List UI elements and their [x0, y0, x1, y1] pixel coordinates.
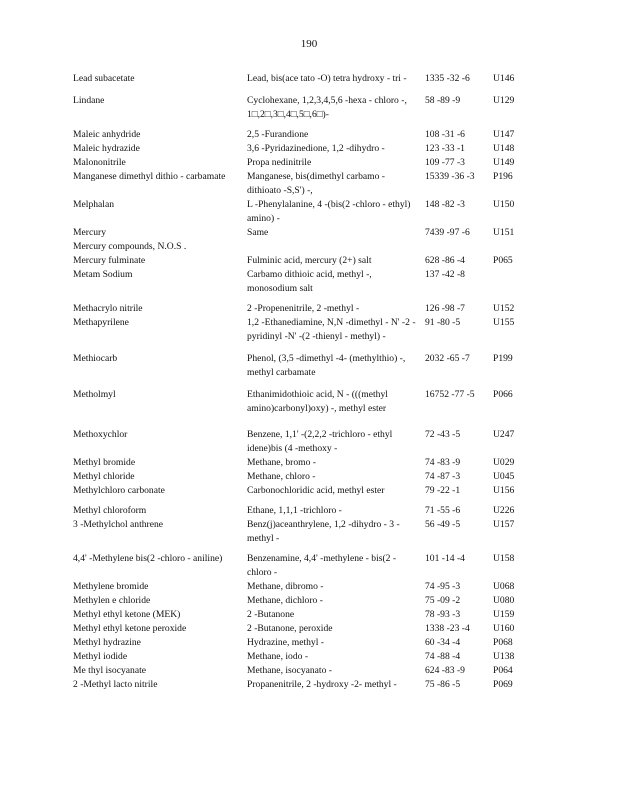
- common-name: Methacrylo nitrile: [73, 303, 143, 314]
- table-row: [73, 504, 533, 518]
- table-row: [73, 316, 533, 344]
- cas-number: 126 -98 -7: [425, 303, 465, 314]
- chemical-name: Phenol, (3,5 -dimethyl -4- (methylthio) -, methyl carbamate: [247, 353, 406, 378]
- common-name: 4,4' -Methylene bis(2 -chloro - aniline): [73, 553, 223, 564]
- table-row: [73, 94, 533, 122]
- chemical-name: 2,5 -Furandione: [247, 129, 309, 140]
- waste-code: P068: [493, 637, 513, 648]
- common-name: Lindane: [73, 95, 105, 106]
- cas-number: 137 -42 -8: [425, 269, 465, 280]
- waste-code: U157: [493, 519, 515, 530]
- common-name: Methiocarb: [73, 353, 118, 364]
- cas-number: 101 -14 -4: [425, 553, 465, 564]
- waste-code: U159: [493, 609, 515, 620]
- common-name: Methylchloro carbonate: [73, 485, 165, 496]
- chemical-name: Methane, dichloro -: [247, 595, 323, 606]
- common-name: Methylen e chloride: [73, 595, 151, 606]
- waste-code: U155: [493, 317, 515, 328]
- waste-code: U045: [493, 471, 515, 482]
- waste-code: U158: [493, 553, 515, 564]
- chemical-name: Lead, bis(ace tato -O) tetra hydroxy - tri -: [247, 73, 407, 84]
- cas-number: [425, 240, 493, 254]
- waste-code: P069: [493, 679, 513, 690]
- cas-number: 56 -49 -5: [425, 519, 461, 530]
- common-name: Manganese dimethyl dithio - carbamate: [73, 171, 226, 182]
- waste-code: [493, 240, 533, 254]
- chemical-name: Propanenitrile, 2 -hydroxy -2- methyl -: [247, 679, 397, 690]
- waste-code: U138: [493, 651, 515, 662]
- chemical-name: L -Phenylalanine, 4 -(bis(2 -chloro - ethyl) amino) -: [247, 199, 411, 224]
- cas-number: 628 -86 -4: [425, 255, 465, 266]
- table-row: [73, 484, 533, 498]
- waste-code: U129: [493, 95, 515, 106]
- chemical-name: Methane, dibromo -: [247, 581, 324, 592]
- chemical-name: Ethane, 1,1,1 -trichloro -: [247, 505, 342, 516]
- waste-code: U147: [493, 129, 515, 140]
- waste-code: U160: [493, 623, 515, 634]
- chemical-name: Methane, isocyanato -: [247, 665, 332, 676]
- chemical-name: Carbonochloridic acid, methyl ester: [247, 485, 385, 496]
- cas-number: 1338 -23 -4: [425, 623, 470, 634]
- chemical-name: Benzene, 1,1' -(2,2,2 -trichloro - ethyl idene)bis (4 -methoxy -: [247, 429, 393, 454]
- waste-code: U146: [493, 73, 515, 84]
- page-number: 190: [300, 38, 318, 50]
- common-name: Lead subacetate: [73, 73, 135, 84]
- cas-number: 71 -55 -6: [425, 505, 461, 516]
- table-row: [73, 198, 533, 226]
- chemical-name: Methane, chloro -: [247, 471, 316, 482]
- hazardous-waste-table: [73, 72, 533, 692]
- waste-code: U080: [493, 595, 515, 606]
- table-row: [73, 622, 533, 636]
- waste-code: U151: [493, 227, 515, 238]
- waste-code: U156: [493, 485, 515, 496]
- chemical-name: Carbamo dithioic acid, methyl -, monosodium salt: [247, 269, 372, 294]
- cas-number: 123 -33 -1: [425, 143, 465, 154]
- waste-code: P064: [493, 665, 513, 676]
- table-row: [73, 650, 533, 664]
- common-name: Methoxychlor: [73, 429, 128, 440]
- chemical-name: Benzenamine, 4,4' -methylene - bis(2 -chloro -: [247, 553, 397, 578]
- common-name: Methyl ethyl ketone (MEK): [73, 609, 181, 620]
- table-row: [73, 664, 533, 678]
- table-row: [73, 636, 533, 650]
- common-name: Metholmyl: [73, 389, 116, 400]
- waste-code: U149: [493, 157, 515, 168]
- cas-number: 75 -86 -5: [425, 679, 461, 690]
- chemical-name: [247, 240, 425, 254]
- chemical-name: Propa nedinitrile: [247, 157, 312, 168]
- table-row: [73, 302, 533, 316]
- table-row: [73, 254, 533, 268]
- common-name: Methyl chloroform: [73, 505, 147, 516]
- waste-code: U029: [493, 457, 515, 468]
- chemical-name: 1,2 -Ethanediamine, N,N -dimethyl - N' -2 -pyridinyl -N' -(2 -thienyl - methyl) -: [247, 317, 416, 342]
- common-name: Metam Sodium: [73, 269, 133, 280]
- common-name: Mercury fulminate: [73, 255, 146, 266]
- cas-number: 78 -93 -3: [425, 609, 461, 620]
- waste-code: [493, 268, 533, 296]
- table-row: [73, 388, 533, 416]
- common-name: Melphalan: [73, 199, 115, 210]
- table-row: [73, 142, 533, 156]
- common-name: Methyl chloride: [73, 471, 135, 482]
- chemical-name: 2 -Propenenitrile, 2 -methyl -: [247, 303, 360, 314]
- table-row: [73, 594, 533, 608]
- chemical-name: Methane, iodo -: [247, 651, 309, 662]
- chemical-name: Methane, bromo -: [247, 457, 317, 468]
- table-row: [73, 608, 533, 622]
- chemical-name: Cyclohexane, 1,2,3,4,5,6 -hexa - chloro -, 1□,2□,3□,4□,5□,6□)-: [247, 95, 407, 120]
- chemical-name: Fulminic acid, mercury (2+) salt: [247, 255, 372, 266]
- common-name: Mercury compounds, N.O.S .: [73, 241, 187, 252]
- table-row: [73, 156, 533, 170]
- cas-number: 1335 -32 -6: [425, 73, 470, 84]
- table-row: [73, 470, 533, 484]
- cas-number: 75 -09 -2: [425, 595, 461, 606]
- common-name: Methyl iodide: [73, 651, 128, 662]
- common-name: Maleic anhydride: [73, 129, 141, 140]
- common-name: Mercury: [73, 227, 107, 238]
- table-row: [73, 240, 533, 254]
- waste-code: P196: [493, 171, 513, 182]
- cas-number: 60 -34 -4: [425, 637, 461, 648]
- waste-code: P066: [493, 389, 513, 400]
- common-name: Methylene bromide: [73, 581, 149, 592]
- common-name: Methyl hydrazine: [73, 637, 141, 648]
- cas-number: 7439 -97 -6: [425, 227, 470, 238]
- waste-code: U148: [493, 143, 515, 154]
- chemical-name: Benz(j)aceanthrylene, 1,2 -dihydro - 3 -methyl -: [247, 519, 400, 544]
- table-row: [73, 72, 533, 86]
- chemical-name: 2 -Butanone: [247, 609, 295, 620]
- table-row: [73, 552, 533, 580]
- cas-number: 74 -83 -9: [425, 457, 461, 468]
- table-row: [73, 226, 533, 240]
- chemical-name: Hydrazine, methyl -: [247, 637, 324, 648]
- cas-number: 108 -31 -6: [425, 129, 465, 140]
- table-row: [73, 456, 533, 470]
- waste-code: U068: [493, 581, 515, 592]
- cas-number: 72 -43 -5: [425, 429, 461, 440]
- cas-number: 16752 -77 -5: [425, 389, 475, 400]
- table-row: [73, 268, 533, 296]
- cas-number: 2032 -65 -7: [425, 353, 470, 364]
- common-name: 3 -Methylchol anthrene: [73, 519, 164, 530]
- cas-number: 624 -83 -9: [425, 665, 465, 676]
- common-name: Methyl bromide: [73, 457, 136, 468]
- chemical-name: 3,6 -Pyridazinedione, 1,2 -dihydro -: [247, 143, 385, 154]
- common-name: Methapyrilene: [73, 317, 129, 328]
- chemical-name: Manganese, bis(dimethyl carbamo - dithioato -S,S') -,: [247, 171, 385, 196]
- waste-code: U226: [493, 505, 515, 516]
- table-row: [73, 128, 533, 142]
- cas-number: 74 -87 -3: [425, 471, 461, 482]
- cas-number: 74 -88 -4: [425, 651, 461, 662]
- waste-code: P199: [493, 353, 513, 364]
- waste-code: P065: [493, 255, 513, 266]
- common-name: Maleic hydrazide: [73, 143, 140, 154]
- chemical-name: Same: [247, 227, 269, 238]
- cas-number: 91 -80 -5: [425, 317, 461, 328]
- table-row: [73, 170, 533, 198]
- waste-code: U150: [493, 199, 515, 210]
- common-name: Methyl ethyl ketone peroxide: [73, 623, 187, 634]
- common-name: 2 -Methyl lacto nitrile: [73, 679, 158, 690]
- cas-number: 109 -77 -3: [425, 157, 465, 168]
- chemical-name: 2 -Butanone, peroxide: [247, 623, 333, 634]
- waste-code: U247: [493, 429, 515, 440]
- waste-code: U152: [493, 303, 515, 314]
- chemical-name: Ethanimidothioic acid, N - (((methyl amino)carbonyl)oxy) -, methyl ester: [247, 389, 388, 414]
- table-row: [73, 428, 533, 456]
- cas-number: 58 -89 -9: [425, 95, 461, 106]
- table-row: [73, 580, 533, 594]
- table-row: [73, 352, 533, 380]
- table-row: [73, 518, 533, 546]
- common-name: Malononitrile: [73, 157, 126, 168]
- common-name: Me thyl isocyanate: [73, 665, 146, 676]
- table-row: [73, 678, 533, 692]
- cas-number: 74 -95 -3: [425, 581, 461, 592]
- cas-number: 148 -82 -3: [425, 199, 465, 210]
- cas-number: 15339 -36 -3: [425, 171, 475, 182]
- cas-number: 79 -22 -1: [425, 485, 461, 496]
